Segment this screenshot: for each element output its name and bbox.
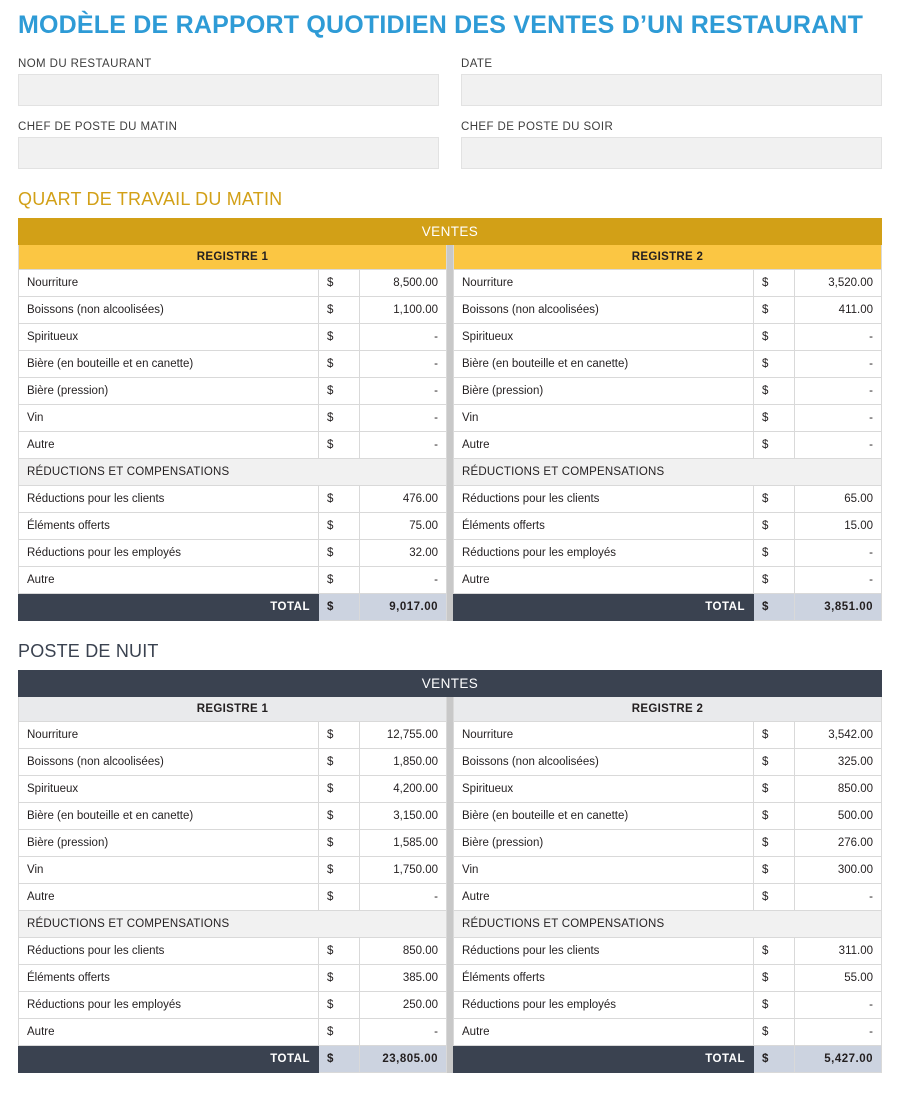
table-row	[454, 566, 882, 593]
row-label: Autre	[19, 431, 319, 458]
row-label: Autre	[454, 566, 754, 593]
row-value[interactable]: -	[795, 404, 882, 431]
row-value[interactable]: 850.00	[360, 937, 447, 964]
section-heading-night: POSTE DE NUIT	[18, 640, 159, 661]
row-value[interactable]: -	[795, 431, 882, 458]
spacer	[18, 112, 882, 121]
row-value[interactable]: 32.00	[360, 539, 447, 566]
row-value[interactable]: 4,200.00	[360, 775, 447, 802]
field-label: CHEF DE POSTE DU MATIN	[18, 120, 178, 133]
page-title: MODÈLE DE RAPPORT QUOTIDIEN DES VENTES D’UN RESTAURANT	[18, 11, 864, 39]
row-currency: $	[319, 964, 360, 991]
row-currency: $	[319, 539, 360, 566]
row-label: Spiritueux	[454, 323, 754, 350]
section-heading-morning: QUART DE TRAVAIL DU MATIN	[18, 188, 283, 209]
row-value[interactable]: -	[795, 566, 882, 593]
row-currency: $	[319, 485, 360, 512]
register-title: REGISTRE 1	[18, 245, 447, 269]
table-row	[454, 350, 882, 377]
row-currency: $	[754, 1018, 795, 1045]
row-value[interactable]: -	[360, 377, 447, 404]
table-row	[19, 721, 447, 748]
row-value[interactable]: -	[360, 404, 447, 431]
row-label: Bière (en bouteille et en canette)	[19, 802, 319, 829]
row-value[interactable]: 850.00	[795, 775, 882, 802]
total-currency: $	[319, 593, 360, 620]
row-value[interactable]: 1,100.00	[360, 296, 447, 323]
table-row	[454, 883, 882, 910]
row-value[interactable]: -	[795, 323, 882, 350]
table-row	[19, 937, 447, 964]
row-currency: $	[754, 377, 795, 404]
row-value[interactable]: 311.00	[795, 937, 882, 964]
table-row	[19, 991, 447, 1018]
row-currency: $	[319, 748, 360, 775]
row-label: Bière (pression)	[19, 829, 319, 856]
row-currency: $	[754, 937, 795, 964]
row-value[interactable]: 411.00	[795, 296, 882, 323]
table-row	[19, 485, 447, 512]
table-row	[19, 883, 447, 910]
row-currency: $	[754, 485, 795, 512]
row-currency: $	[319, 883, 360, 910]
row-currency: $	[754, 829, 795, 856]
row-currency: $	[319, 377, 360, 404]
header-fields-row-1	[18, 58, 882, 106]
table-row	[454, 512, 882, 539]
row-value[interactable]: 250.00	[360, 991, 447, 1018]
row-value[interactable]: 325.00	[795, 748, 882, 775]
row-label: Autre	[19, 1018, 319, 1045]
report-page	[0, 12, 900, 1083]
row-currency: $	[754, 721, 795, 748]
row-value[interactable]: -	[360, 323, 447, 350]
register-table	[453, 721, 882, 1073]
subsection-label: RÉDUCTIONS ET COMPENSATIONS	[19, 910, 447, 937]
header-fields-row-2	[18, 121, 882, 169]
table-row	[19, 350, 447, 377]
row-value[interactable]: 385.00	[360, 964, 447, 991]
row-label: Éléments offerts	[19, 964, 319, 991]
row-label: Éléments offerts	[454, 964, 754, 991]
row-currency: $	[319, 431, 360, 458]
row-label: Bière (en bouteille et en canette)	[19, 350, 319, 377]
field-date	[461, 58, 882, 106]
row-label: Nourriture	[19, 269, 319, 296]
row-currency: $	[319, 512, 360, 539]
row-label: Bière (pression)	[454, 829, 754, 856]
subsection-header	[19, 458, 447, 485]
sales-banner: VENTES	[18, 218, 882, 245]
table-row	[19, 539, 447, 566]
row-label: Réductions pour les clients	[454, 485, 754, 512]
field-morning-manager	[18, 121, 439, 169]
total-row	[454, 1045, 882, 1072]
row-currency: $	[754, 404, 795, 431]
row-label: Réductions pour les clients	[19, 485, 319, 512]
total-currency: $	[754, 1045, 795, 1072]
table-row	[19, 748, 447, 775]
row-label: Autre	[454, 1018, 754, 1045]
sales-banner: VENTES	[18, 670, 882, 697]
night-sales-block	[18, 670, 882, 1073]
total-currency: $	[754, 593, 795, 620]
row-value[interactable]: 476.00	[360, 485, 447, 512]
restaurant-name-input[interactable]	[18, 74, 439, 106]
row-label: Spiritueux	[454, 775, 754, 802]
row-label: Réductions pour les clients	[454, 937, 754, 964]
row-currency: $	[754, 566, 795, 593]
total-row	[454, 593, 882, 620]
row-value[interactable]: -	[795, 991, 882, 1018]
register-table	[453, 269, 882, 621]
row-label: Éléments offerts	[454, 512, 754, 539]
total-label: TOTAL	[454, 593, 754, 620]
table-row	[454, 829, 882, 856]
total-label: TOTAL	[19, 1045, 319, 1072]
row-currency: $	[319, 269, 360, 296]
table-row	[19, 775, 447, 802]
table-row	[454, 802, 882, 829]
row-currency: $	[754, 964, 795, 991]
morning-manager-input[interactable]	[18, 137, 439, 169]
row-currency: $	[754, 539, 795, 566]
register-1	[18, 697, 447, 1073]
table-row	[454, 323, 882, 350]
row-label: Boissons (non alcoolisées)	[454, 296, 754, 323]
row-currency: $	[754, 350, 795, 377]
table-row	[19, 296, 447, 323]
row-currency: $	[319, 323, 360, 350]
row-currency: $	[319, 296, 360, 323]
field-restaurant-name	[18, 58, 439, 106]
row-currency: $	[754, 748, 795, 775]
row-currency: $	[319, 721, 360, 748]
row-value[interactable]: 3,542.00	[795, 721, 882, 748]
row-label: Vin	[454, 856, 754, 883]
table-row	[454, 856, 882, 883]
row-value[interactable]: 500.00	[795, 802, 882, 829]
table-row	[19, 1018, 447, 1045]
morning-sales-block	[18, 218, 882, 621]
table-row	[454, 721, 882, 748]
row-currency: $	[319, 1018, 360, 1045]
subsection-label: RÉDUCTIONS ET COMPENSATIONS	[454, 458, 882, 485]
row-label: Vin	[19, 404, 319, 431]
row-value[interactable]: 300.00	[795, 856, 882, 883]
row-currency: $	[754, 856, 795, 883]
row-label: Spiritueux	[19, 323, 319, 350]
total-value: 5,427.00	[795, 1045, 882, 1072]
row-label: Nourriture	[454, 269, 754, 296]
evening-manager-input[interactable]	[461, 137, 882, 169]
row-label: Réductions pour les employés	[19, 991, 319, 1018]
row-label: Spiritueux	[19, 775, 319, 802]
table-row	[19, 856, 447, 883]
row-label: Vin	[19, 856, 319, 883]
table-row	[19, 431, 447, 458]
table-row	[454, 404, 882, 431]
register-title: REGISTRE 2	[453, 697, 882, 721]
row-label: Nourriture	[19, 721, 319, 748]
row-currency: $	[319, 775, 360, 802]
row-label: Boissons (non alcoolisées)	[19, 748, 319, 775]
row-value[interactable]: -	[795, 883, 882, 910]
table-row	[454, 775, 882, 802]
row-label: Autre	[454, 883, 754, 910]
register-table	[18, 721, 447, 1073]
table-row	[19, 404, 447, 431]
row-label: Autre	[454, 431, 754, 458]
row-label: Bière (pression)	[454, 377, 754, 404]
row-label: Boissons (non alcoolisées)	[19, 296, 319, 323]
row-value[interactable]: 75.00	[360, 512, 447, 539]
row-value[interactable]: 276.00	[795, 829, 882, 856]
row-value[interactable]: -	[360, 431, 447, 458]
row-currency: $	[319, 937, 360, 964]
row-value[interactable]: 55.00	[795, 964, 882, 991]
row-currency: $	[319, 566, 360, 593]
subsection-header	[454, 910, 882, 937]
row-currency: $	[319, 404, 360, 431]
table-row	[19, 377, 447, 404]
row-value[interactable]: -	[795, 350, 882, 377]
field-evening-manager	[461, 121, 882, 169]
row-value[interactable]: 3,150.00	[360, 802, 447, 829]
register-2	[453, 245, 882, 621]
total-currency: $	[319, 1045, 360, 1072]
register-title: REGISTRE 2	[453, 245, 882, 269]
table-row	[19, 269, 447, 296]
table-row	[454, 539, 882, 566]
total-label: TOTAL	[19, 593, 319, 620]
row-currency: $	[754, 323, 795, 350]
total-value: 23,805.00	[360, 1045, 447, 1072]
register-2	[453, 697, 882, 1073]
table-row	[19, 802, 447, 829]
row-currency: $	[754, 991, 795, 1018]
row-label: Autre	[19, 566, 319, 593]
row-value[interactable]: 1,750.00	[360, 856, 447, 883]
field-label: CHEF DE POSTE DU SOIR	[461, 120, 614, 133]
row-value[interactable]: -	[360, 1018, 447, 1045]
subsection-label: RÉDUCTIONS ET COMPENSATIONS	[454, 910, 882, 937]
row-value[interactable]: -	[795, 377, 882, 404]
subsection-header	[454, 458, 882, 485]
register-columns	[18, 697, 882, 1073]
row-value[interactable]: 15.00	[795, 512, 882, 539]
row-label: Autre	[19, 883, 319, 910]
table-row	[454, 377, 882, 404]
subsection-label: RÉDUCTIONS ET COMPENSATIONS	[19, 458, 447, 485]
row-label: Vin	[454, 404, 754, 431]
table-row	[19, 323, 447, 350]
row-value[interactable]: 65.00	[795, 485, 882, 512]
row-currency: $	[754, 296, 795, 323]
row-currency: $	[754, 512, 795, 539]
register-table	[18, 269, 447, 621]
row-label: Éléments offerts	[19, 512, 319, 539]
row-value[interactable]: -	[360, 350, 447, 377]
row-currency: $	[319, 991, 360, 1018]
row-currency: $	[319, 829, 360, 856]
row-value[interactable]: -	[360, 566, 447, 593]
table-row	[454, 269, 882, 296]
row-label: Réductions pour les employés	[454, 991, 754, 1018]
table-row	[454, 964, 882, 991]
field-label: NOM DU RESTAURANT	[18, 57, 152, 70]
row-currency: $	[754, 269, 795, 296]
table-row	[19, 512, 447, 539]
subsection-header	[19, 910, 447, 937]
register-1	[18, 245, 447, 621]
row-label: Réductions pour les employés	[454, 539, 754, 566]
total-value: 3,851.00	[795, 593, 882, 620]
row-currency: $	[754, 775, 795, 802]
register-title: REGISTRE 1	[18, 697, 447, 721]
row-label: Réductions pour les employés	[19, 539, 319, 566]
table-row	[454, 991, 882, 1018]
row-label: Nourriture	[454, 721, 754, 748]
row-currency: $	[319, 350, 360, 377]
register-columns	[18, 245, 882, 621]
row-value[interactable]: 1,850.00	[360, 748, 447, 775]
row-label: Boissons (non alcoolisées)	[454, 748, 754, 775]
table-row	[454, 748, 882, 775]
row-label: Bière (pression)	[19, 377, 319, 404]
table-row	[454, 431, 882, 458]
row-label: Bière (en bouteille et en canette)	[454, 802, 754, 829]
total-value: 9,017.00	[360, 593, 447, 620]
row-currency: $	[319, 802, 360, 829]
total-label: TOTAL	[454, 1045, 754, 1072]
total-row	[19, 593, 447, 620]
table-row	[19, 566, 447, 593]
date-input[interactable]	[461, 74, 882, 106]
row-currency: $	[319, 856, 360, 883]
row-currency: $	[754, 431, 795, 458]
row-value[interactable]: 3,520.00	[795, 269, 882, 296]
row-value[interactable]: -	[795, 1018, 882, 1045]
field-label: DATE	[461, 57, 493, 70]
table-row	[454, 1018, 882, 1045]
row-value[interactable]: -	[360, 883, 447, 910]
row-currency: $	[754, 802, 795, 829]
row-value[interactable]: 8,500.00	[360, 269, 447, 296]
row-value[interactable]: 12,755.00	[360, 721, 447, 748]
table-row	[454, 296, 882, 323]
table-row	[454, 937, 882, 964]
table-row	[19, 829, 447, 856]
row-value[interactable]: -	[795, 539, 882, 566]
table-row	[454, 485, 882, 512]
table-row	[19, 964, 447, 991]
total-row	[19, 1045, 447, 1072]
row-label: Bière (en bouteille et en canette)	[454, 350, 754, 377]
row-value[interactable]: 1,585.00	[360, 829, 447, 856]
row-currency: $	[754, 883, 795, 910]
row-label: Réductions pour les clients	[19, 937, 319, 964]
